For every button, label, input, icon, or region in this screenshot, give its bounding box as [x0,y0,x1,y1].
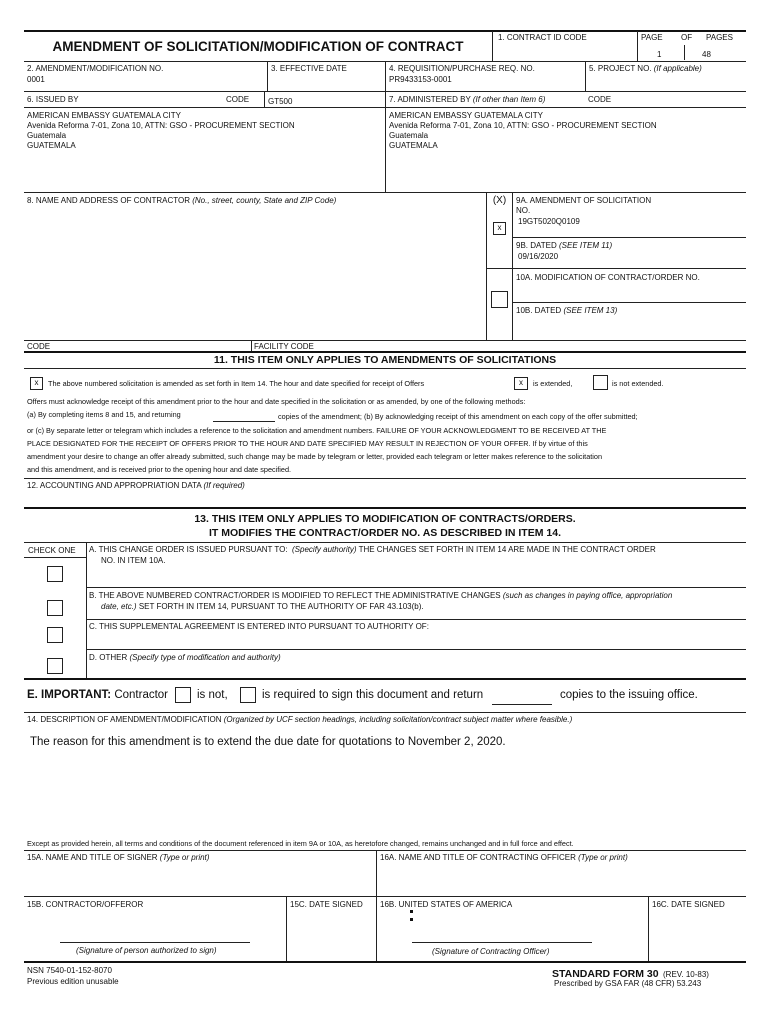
divider [86,649,746,650]
of-label: OF [681,33,693,42]
admin-address-line: GUATEMALA [389,141,438,150]
issued-address-line: AMERICAN EMBASSY GUATEMALA CITY [27,111,181,120]
divider [286,896,287,961]
divider [24,712,746,713]
contractor-label [27,196,336,206]
amendment-no-value: 0001 [27,75,45,84]
amendment-checkbox[interactable]: x [493,222,506,235]
person-signature-caption: (Signature of person authorized to sign) [76,946,217,955]
divider [585,61,586,91]
divider [24,896,746,897]
officer-name-text: 16A. NAME AND TITLE OF CONTRACTING OFFICER [380,853,576,862]
divider [512,302,746,303]
item-11-line-4: or (c) By separate letter or telegram which includes a reference to the solicitation and amendment numbers. FAILURE OF YOUR ACKNOWLEDGMENT TO BE RECEIVED AT THE [27,426,607,435]
divider [267,61,268,91]
divider [486,268,746,269]
item-11-heading: 11. THIS ITEM ONLY APPLIES TO AMENDMENTS OF SOLICITATIONS [213,354,557,366]
divider [264,91,265,108]
amendment-no-label: 2. AMENDMENT/MODIFICATION NO. [27,64,164,73]
contractor-offeror-label: 15B. CONTRACTOR/OFFEROR [27,900,144,909]
issued-code-value: GT500 [268,97,293,106]
option-b-hint: (such as changes in paying office, appropriation [502,591,673,600]
important-label-text: E. IMPORTANT: [27,689,112,701]
copies-count-blank[interactable] [492,704,552,705]
project-no-label [589,64,702,74]
pages-label: PAGES [706,33,733,42]
modification-checkbox[interactable] [491,291,508,308]
option-a-text-2: THE CHANGES SET FORTH IN ITEM 14 ARE MADE IN THE CONTRACT ORDER [358,545,656,554]
check-one-label: CHECK ONE [28,546,76,555]
is-required-checkbox[interactable] [240,687,256,703]
divider [385,107,746,108]
divider [24,961,746,963]
not-extended-checkbox[interactable] [593,375,608,390]
divider [86,619,746,620]
requisition-label: 4. REQUISITION/PURCHASE REQ. NO. [389,64,535,73]
signer-name-hint: (Type or print) [159,853,210,862]
item-13-heading-2: IT MODIFIES THE CONTRACT/ORDER NO. AS DESCRIBED IN ITEM 14. [209,527,561,539]
form-title: AMENDMENT OF SOLICITATION/MODIFICATION OF CONTRACT [52,39,464,54]
contractor-label-hint: (No., street, county, State and ZIP Code) [192,196,337,205]
signature-mark [410,918,413,921]
officer-date-signed-label: 16C. DATE SIGNED [652,900,725,909]
issued-code-label: CODE [226,95,250,104]
contract-id-label: 1. CONTRACT ID CODE [498,33,587,42]
signature-mark [410,910,413,913]
usa-label: 16B. UNITED STATES OF AMERICA [380,900,513,909]
item-14-text: 14. DESCRIPTION OF AMENDMENT/MODIFICATION [27,715,222,724]
divider [24,351,746,353]
option-d-hint: (Specify type of modification and authority) [129,653,281,662]
option-a-line-2: NO. IN ITEM 10A. [101,556,166,565]
item-11-line-7: and this amendment, and is received prior to the opening hour and date specified. [27,465,292,474]
signer-name-label [27,853,209,863]
extended-checkbox[interactable]: x [514,377,528,390]
divider [86,542,87,678]
option-a-line-1 [89,545,656,555]
divider [486,192,487,340]
form-number-text: STANDARD FORM 30 [552,968,659,980]
option-a-hint: (Specify authority) [292,545,357,554]
divider [24,340,746,341]
admin-code-label: CODE [588,95,612,104]
item-11-line-2: Offers must acknowledge receipt of this amendment prior to the hour and date specified in the solicitation or as amended, by one of the following methods: [27,397,526,406]
issued-address-line: GUATEMALA [27,141,76,150]
option-c-text: C. THIS SUPPLEMENTAL AGREEMENT IS ENTERED INTO PURSUANT TO AUTHORITY OF: [89,622,429,631]
contractor-code-label: CODE [27,342,51,351]
item-14-body: The reason for this amendment is to extend the due date for quotations to November 2, 2020. [30,736,506,748]
issued-address-line: Guatemala [27,131,67,140]
option-d-text [89,653,281,663]
divider [512,237,746,238]
not-extended-label: is not extended. [612,379,664,388]
option-b-line-1 [89,591,672,601]
officer-signature-caption: (Signature of Contracting Officer) [432,947,550,956]
divider [24,507,746,509]
item-14-label [27,715,572,725]
contractor-signature-line[interactable] [60,942,250,943]
divider [684,45,685,60]
solicitation-amended-checkbox[interactable]: x [30,377,43,390]
contractor-label-text: 8. NAME AND ADDRESS OF CONTRACTOR [27,196,190,205]
nsn-number: NSN 7540-01-152-8070 [27,966,112,975]
item-11-line-5: PLACE DESIGNATED FOR THE RECEIPT OF OFFERS PRIOR TO THE HOUR AND DATE SPECIFIED MAY RESULT IN REJECTION OF YOUR OFFER. If by virtue of this [27,439,588,448]
previous-edition-note: Previous edition unusable [27,977,119,986]
option-d-label: D. OTHER [89,653,128,662]
item-9a-label: 9A. AMENDMENT OF SOLICITATION [516,196,652,205]
issued-by-label: 6. ISSUED BY [27,95,79,104]
admin-address-line: Guatemala [389,131,429,140]
accounting-label [27,481,245,491]
admin-address-line: AMERICAN EMBASSY GUATEMALA CITY [389,111,543,120]
divider [24,557,86,558]
item-9b-value: 09/16/2020 [518,252,559,261]
facility-code-label: FACILITY CODE [254,342,314,351]
accounting-label-hint: (If required) [203,481,245,490]
option-b-line-2 [101,602,424,612]
divider [385,61,386,91]
divider [24,107,386,108]
option-b-text: B. THE ABOVE NUMBERED CONTRACT/ORDER IS MODIFIED TO REFLECT THE ADMINISTRATIVE CHANGES [89,591,501,600]
item-14-hint: (Organized by UCF section headings, including solicitation/contract subject matter where feasible.) [223,715,573,724]
divider [24,542,746,543]
option-b-text-2: SET FORTH IN ITEM 14, PURSUANT TO THE AUTHORITY OF FAR 43.103(b). [138,602,424,611]
option-b-checkbox[interactable] [47,600,63,616]
is-not-label: is not, [197,689,228,701]
divider [24,850,746,851]
signer-name-text: 15A. NAME AND TITLE OF SIGNER [27,853,158,862]
pages-value: 48 [702,50,711,59]
copies-label: copies to the issuing office. [560,689,698,701]
item-10a-label: 10A. MODIFICATION OF CONTRACT/ORDER NO. [516,273,700,282]
accounting-label-text: 12. ACCOUNTING AND APPROPRIATION DATA [27,481,202,490]
divider [637,31,638,61]
officer-name-label [380,853,628,863]
divider [24,368,746,369]
administered-by-text: 7. ADMINISTERED BY [389,95,471,104]
item-9a-value: 19GT5020Q0109 [518,217,580,226]
administered-by-hint: (If other than Item 6) [472,95,546,104]
effective-date-label: 3. EFFECTIVE DATE [271,64,347,73]
x-column-label: (X) [492,195,507,206]
item-13-heading-1: 13. THIS ITEM ONLY APPLIES TO MODIFICATION OF CONTRACTS/ORDERS. [194,513,576,525]
is-required-label: is required to sign this document and return [262,689,484,701]
item-11-line-1: The above numbered solicitation is amended as set forth in Item 14. The hour and date specified for receipt of Offers [48,379,425,388]
divider [376,850,377,961]
officer-signature-line[interactable] [412,942,592,943]
item-11-line-3b: copies of the amendment; (b) By acknowledging receipt of this amendment on each copy of the offer submitted; [278,412,638,421]
divider [24,478,746,479]
administered-by-label [389,95,545,105]
divider [492,31,493,61]
divider [648,896,649,961]
officer-name-hint: (Type or print) [578,853,628,862]
item-9a-no: NO. [516,206,531,215]
project-no-hint: (If applicable) [653,64,702,73]
item-9b-label [516,241,612,251]
form-revision: (REV. 10-83) [663,970,709,979]
contractor-date-signed-label: 15C. DATE SIGNED [290,900,363,909]
divider [24,678,746,680]
important-label [27,689,168,701]
item-11-line-6: amendment your desire to change an offer already submitted, such change may be made by telegram or letter, provided each telegram or letter makes reference to the solicitation [27,452,603,461]
copies-blank[interactable] [213,421,275,422]
project-no-text: 5. PROJECT NO. [589,64,652,73]
item-10b-text: 10B. DATED [516,306,562,315]
extended-label: is extended, [533,379,573,388]
page-label: PAGE [641,33,663,42]
item-9b-text: 9B. DATED [516,241,557,250]
item-11-line-3a: (a) By completing items 8 and 15, and returning [27,410,181,419]
divider [24,192,746,193]
prescribed-by: Prescribed by GSA FAR (48 CFR) 53.243 [554,979,702,988]
important-contractor: Contractor [114,689,169,701]
except-statement: Except as provided herein, all terms and conditions of the document referenced in item 9A or 10A, as heretofore changed, remains unchanged and in full force and effect. [27,839,574,848]
page-value: 1 [657,50,662,59]
requisition-value: PR9433153-0001 [389,75,452,84]
divider [251,340,252,351]
option-c-checkbox[interactable] [47,627,63,643]
item-10b-label [516,306,617,316]
issued-address-line: Avenida Reforma 7-01, Zona 10, ATTN: GSO - PROCUREMENT SECTION [27,121,295,130]
admin-address-line: Avenida Reforma 7-01, Zona 10, ATTN: GSO - PROCUREMENT SECTION [389,121,657,130]
option-d-checkbox[interactable] [47,658,63,674]
option-a-text: A. THIS CHANGE ORDER IS ISSUED PURSUANT TO: [89,545,288,554]
item-9b-hint: (SEE ITEM 11) [558,241,613,250]
option-b-hint-2: date, etc.) [101,602,137,611]
option-a-checkbox[interactable] [47,566,63,582]
item-10b-hint: (SEE ITEM 13) [563,306,618,315]
divider [512,192,513,340]
divider [86,587,746,588]
is-not-checkbox[interactable] [175,687,191,703]
